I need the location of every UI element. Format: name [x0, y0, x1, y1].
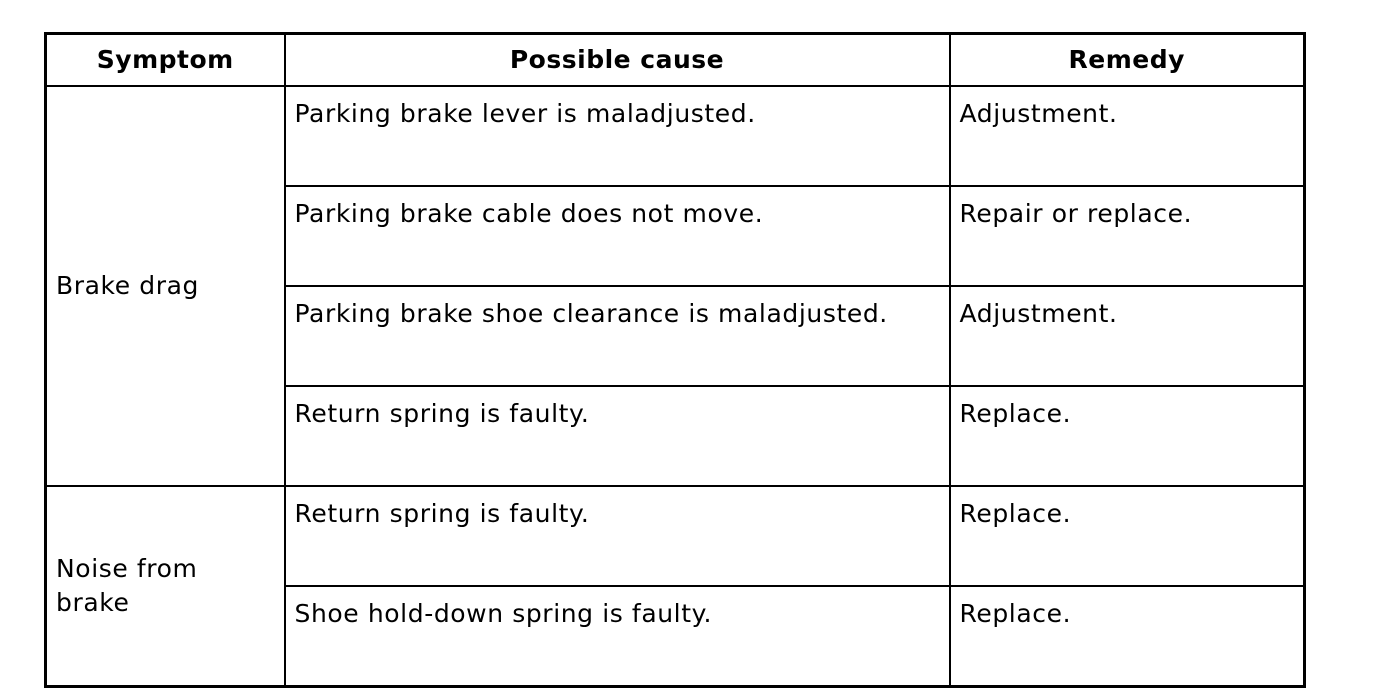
symptom-cell-noise-from-brake: Noise from brake [46, 486, 285, 687]
remedy-cell: Replace. [950, 486, 1305, 586]
symptom-cell-brake-drag: Brake drag [46, 86, 285, 486]
remedy-cell: Repair or replace. [950, 186, 1305, 286]
header-possible-cause: Possible cause [285, 34, 950, 87]
cause-cell: Return spring is faulty. [285, 386, 950, 486]
table-row [46, 86, 1305, 186]
header-remedy: Remedy [950, 34, 1305, 87]
remedy-cell: Replace. [950, 586, 1305, 687]
cause-cell: Return spring is faulty. [285, 486, 950, 586]
remedy-cell: Replace. [950, 386, 1305, 486]
header-symptom: Symptom [46, 34, 285, 87]
header-row [46, 34, 1305, 87]
cause-cell: Shoe hold-down spring is faulty. [285, 586, 950, 687]
cause-cell: Parking brake shoe clearance is maladjusted. [285, 286, 950, 386]
table-row [46, 486, 1305, 586]
remedy-cell: Adjustment. [950, 286, 1305, 386]
troubleshooting-table [44, 32, 1306, 688]
cause-cell: Parking brake lever is maladjusted. [285, 86, 950, 186]
remedy-cell: Adjustment. [950, 86, 1305, 186]
cause-cell: Parking brake cable does not move. [285, 186, 950, 286]
